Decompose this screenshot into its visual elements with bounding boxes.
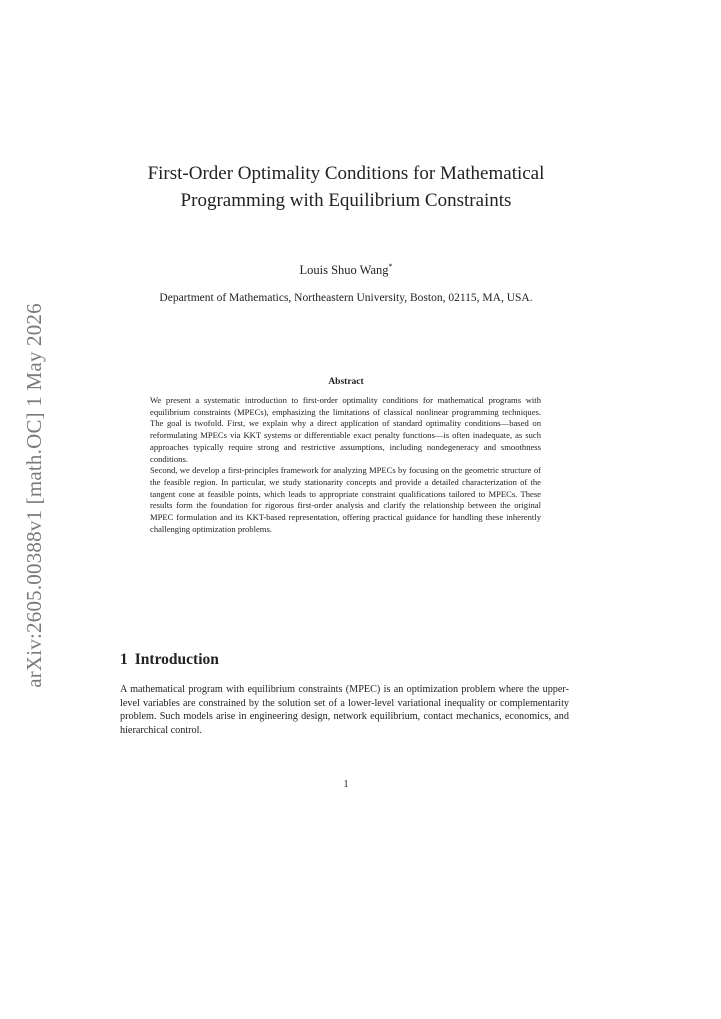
arxiv-identifier-text: arXiv:2605.00388v1 [math.OC] 1 May 2026	[21, 302, 46, 688]
abstract-paragraph-2: Second, we develop a first-principles framework for analyzing MPECs by focusing on the geometric structure of the feasible region. In particular, we study stationarity concepts and provide a detailed characterization of the tangent cone at feasible points, which leads to appropriate constraint qualifications tailored to MPECs. These results form the foundation for rigorous first-order analysis and clarify the relationship between the original MPEC formulation and its KKT-based representation, offering practical guidance for handling these inherently challenging optimization problems.	[150, 465, 541, 534]
author-footnote-mark: *	[388, 262, 393, 271]
abstract-heading: Abstract	[328, 377, 364, 387]
section-number: 1	[120, 651, 128, 668]
introduction-paragraph: A mathematical program with equilibrium constraints (MPEC) is an optimization problem where the upper-level variables are constrained by the solution set of a lower-level variational inequality or complementarity problem. Such models arise in engineering design, network equilibrium, contact mechanics, economics, and hierarchical control.	[120, 684, 569, 736]
page-number: 1	[343, 779, 349, 790]
section-heading-introduction	[120, 651, 219, 669]
arxiv-identifier-stamp	[14, 285, 54, 705]
abstract-paragraph-1: We present a systematic introduction to first-order optimality conditions for mathematical programs with equilibrium constraints (MPECs), emphasizing the limitations of classical nonlinear programming techniques. The goal is twofold. First, we explain why a direct application of standard optimality conditions—based on reformulating MPECs via KKT systems or differentiable exact penalty functions—is often inadequate, as such approaches typically require strong and restrictive assumptions, including nondegeneracy and smoothness conditions.	[150, 395, 541, 464]
section-title: Introduction	[134, 651, 219, 668]
author-name: Louis Shuo Wang	[299, 263, 389, 278]
abstract-body	[150, 395, 541, 535]
author-line	[120, 262, 572, 278]
author-affiliation: Department of Mathematics, Northeastern University, Boston, 02115, MA, USA.	[159, 292, 533, 304]
paper-title: First-Order Optimality Conditions for Mathematical Programming with Equilibrium Constraints	[147, 163, 545, 211]
